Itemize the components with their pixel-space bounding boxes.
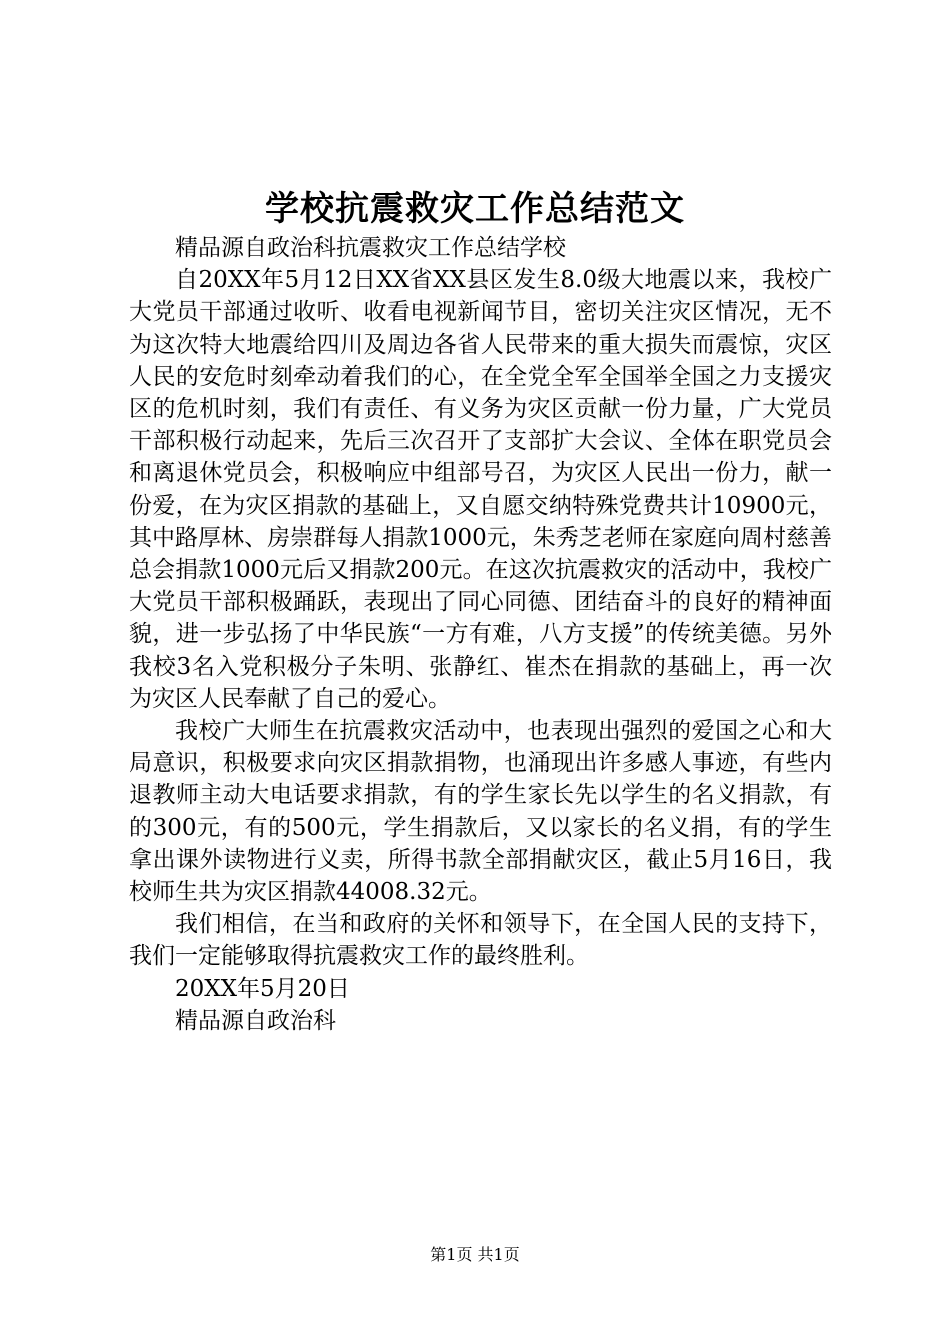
paragraph-party-donations: 自20XX年5月12日XX省XX县区发生8.0级大地震以来，我校广大党员干部通过收听、收看电视新闻节目，密切关注灾区情况，无不为这次特大地震给四川及周边各省人民带来的重大损失而震惊，灾区人民的安危时刻牵动着我们的心，在全党全军全国举全国之力支援灾区的危机时刻，我们有责任、有义务为灾区贡献一份力量，广大党员干部积极行动起来，先后三次召开了支部扩大会议、全体在职党员会和离退休党员会，积极响应中组部号召，为灾区人民出一份力，献一份爱，在为灾区捐款的基础上，又自愿交纳特殊党费共计10900元，其中路厚林、房崇群每人捐款1000元，朱秀芝老师在家庭向周村慈善总会捐款1000元后又捐款200元。在这次抗震救灾的活动中，我校广大党员干部积极踊跃，表现出了同心同德、团结奋斗的良好的精神面貌，进一步弘扬了中华民族“一方有难，八方支援”的传统美德。另外我校3名入党积极分子朱明、张静红、崔杰在捐款的基础上，再一次为灾区人民奉献了自己的爱心。: [129, 267, 832, 712]
paragraph-student-donations: 我校广大师生在抗震救灾活动中，也表现出强烈的爱国之心和大局意识，积极要求向灾区捐款捐物，也涌现出许多感人事迹，有些内退教师主动大电话要求捐款，有的学生家长先以学生的名义捐款，有的300元，有的500元，学生捐款后，又以家长的名义捐，有的学生拿出课外读物进行义卖，所得书款全部捐献灾区，截止5月16日，我校师生共为灾区捐款44008.32元。: [129, 718, 832, 906]
document-title: 学校抗震救灾工作总结范文: [265, 189, 685, 229]
page-footer: 第1页 共1页: [430, 1245, 520, 1264]
paragraph-conclusion: 我们相信，在当和政府的关怀和领导下，在全国人民的支持下，我们一定能够取得抗震救灾工作的最终胜利。: [129, 911, 832, 970]
document-date: 20XX年5月20日: [175, 975, 350, 1002]
document-signature: 精品源自政治科: [175, 1007, 336, 1034]
document-body: [129, 232, 832, 1037]
source-line: 精品源自政治科抗震救灾工作总结学校: [175, 235, 566, 261]
